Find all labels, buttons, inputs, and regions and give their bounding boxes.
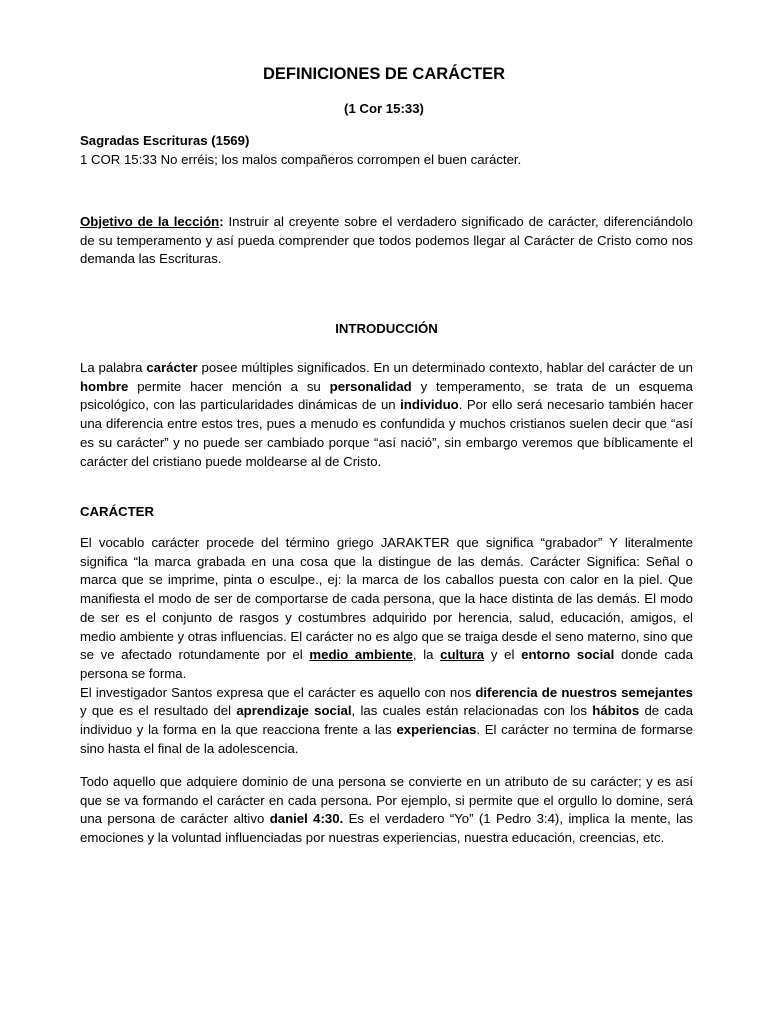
caracter-text: El investigador Santos expresa que el carácter es aquello con nos — [80, 684, 476, 700]
caracter-text: , la — [412, 647, 441, 663]
caracter-text: , las cuales están relacionadas con los — [351, 703, 593, 719]
intro-heading: INTRODUCCIÓN — [335, 321, 438, 336]
caracter-bold: entorno social — [521, 647, 615, 663]
caracter-paragraph-3 — [80, 773, 693, 848]
caracter-text: donde cada persona se forma. — [80, 647, 693, 681]
caracter-bold: hábitos — [592, 703, 640, 719]
objective-label: Objetivo de la lección — [80, 214, 220, 229]
intro-bold: personalidad — [329, 378, 412, 394]
objective-text: Instruir al creyente sobre el verdadero significado de carácter, diferenciándolo de su temperamento y así pueda comprender que todos podemos llegar al Carácter de Cristo como nos demanda las Escrituras. — [80, 214, 694, 267]
caracter-bold-underline: cultura — [440, 647, 485, 663]
objective-colon: : — [219, 214, 224, 229]
caracter-text: El vocablo carácter procede del término griego JARAKTER que significa “grabador” Y literalmente significa “la marca grabada en una cosa que la distingue de las demás. Carácter Significa: Señal o marca que se imprime, pinta o esculpe., ej: la marca de los caballos puesta con calor en la piel. Que manifiesta el modo de ser de comportarse de cada persona, que la hace distinta de las demás. El modo de ser es el conjunto de rasgos y costumbres adquirido por herencia, salud, educación, amigos, el medio ambiente y otras influencias. El carácter no es algo que se traiga desde el seno materno, sino que se ve afectado rotundamente por el — [80, 535, 693, 663]
caracter-bold: daniel 4:30. — [269, 811, 344, 827]
caracter-text: Todo aquello que adquiere dominio de una persona se convierte en un atributo de su carácter; y es así que se va formando el carácter en cada persona. Por ejemplo, si permite que el orgullo lo domine, será una persona de carácter altivo — [80, 774, 693, 827]
caracter-bold: experiencias — [396, 722, 477, 738]
intro-text: posee múltiples significados. En un determinado contexto, hablar del carácter de un — [197, 360, 693, 375]
caracter-text: de cada individuo y la forma en la que reacciona frente a las — [80, 703, 694, 738]
caracter-text: y el — [484, 647, 522, 663]
caracter-bold: aprendizaje social — [236, 703, 352, 719]
intro-bold: hombre — [80, 378, 129, 394]
caracter-text: y que es el resultado del — [80, 703, 237, 719]
intro-text: . Por ello será necesario también hacer una diferencia entre estos tres, pues a menudo es confundida y muchos cristianos suelen decir que “así es su carácter” y no puede ser cambiado porque “así nació”, sin embargo veremos que bíblicamente el carácter del cristiano puede moldearse al de Cristo. — [80, 397, 694, 469]
document-subtitle: (1 Cor 15:33) — [344, 101, 424, 116]
intro-text: La palabra — [80, 360, 147, 375]
objective-paragraph — [80, 213, 693, 269]
caracter-paragraph-1 — [80, 534, 693, 758]
intro-paragraph — [80, 359, 693, 471]
caracter-text: . El carácter no termina de formarse sino hasta el final de la adolescencia. — [80, 722, 693, 756]
intro-bold: individuo — [400, 397, 459, 413]
caracter-bold-underline: medio ambiente — [309, 647, 413, 663]
caracter-text: Es el verdadero “Yo” (1 Pedro 3:4), implica la mente, las emociones y la voluntad influenciadas por nuestras experiencias, nuestra educación, creencias, etc. — [80, 811, 693, 846]
caracter-bold: diferencia de nuestros semejantes — [475, 684, 693, 700]
intro-text: permite hacer mención a su — [128, 378, 330, 394]
intro-text: y temperamento, se trata de un esquema psicológico, con las particularidades dinámicas de un — [80, 378, 693, 413]
scripture-block — [80, 132, 693, 169]
intro-bold: carácter — [146, 360, 198, 375]
caracter-heading: CARÁCTER — [80, 504, 154, 519]
document-title: DEFINICIONES DE CARÁCTER — [262, 65, 505, 83]
scripture-source: Sagradas Escrituras (1569) — [80, 133, 250, 148]
scripture-verse: 1 COR 15:33 No erréis; los malos compañeros corrompen el buen carácter. — [80, 151, 522, 167]
